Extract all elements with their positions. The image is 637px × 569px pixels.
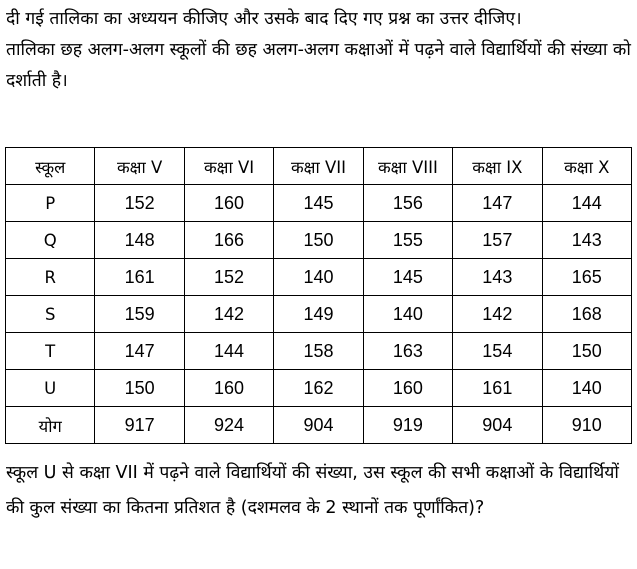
table-cell: 140 bbox=[363, 296, 452, 333]
table-cell: 160 bbox=[184, 185, 273, 222]
header-class-vi: कक्षा VI bbox=[184, 148, 273, 185]
table-cell: 160 bbox=[363, 370, 452, 407]
total-label: योग bbox=[6, 407, 95, 444]
table-cell: 162 bbox=[274, 370, 363, 407]
table-cell: 165 bbox=[542, 259, 631, 296]
table-cell: 155 bbox=[363, 222, 452, 259]
table-cell: 160 bbox=[184, 370, 273, 407]
table-cell: 154 bbox=[453, 333, 542, 370]
header-class-ix: कक्षा IX bbox=[453, 148, 542, 185]
table-cell: 142 bbox=[184, 296, 273, 333]
table-row bbox=[6, 222, 632, 259]
table-cell: 168 bbox=[542, 296, 631, 333]
table-cell: 143 bbox=[453, 259, 542, 296]
table-header-row bbox=[6, 148, 632, 185]
total-cell: 904 bbox=[274, 407, 363, 444]
row-label: U bbox=[6, 370, 95, 407]
table-description: तालिका छह अलग-अलग स्कूलों की छह अलग-अलग कक्षाओं में पढ़ने वाले विद्यार्थियों की संख्या को दर्शाती है। bbox=[6, 40, 631, 91]
header-class-v: कक्षा V bbox=[95, 148, 184, 185]
question-text: स्कूल U से कक्षा VII में पढ़ने वाले विद्यार्थियों की संख्या, उस स्कूल की सभी कक्षाओं के विद्यार्थियों की कुल संख्या का कितना प्रतिशत है (दशमलव के 2 स्थानों तक पूर्णांकित)? bbox=[6, 463, 619, 518]
table-cell: 147 bbox=[453, 185, 542, 222]
instruction-line: दी गई तालिका का अध्ययन कीजिए और उसके बाद दिए गए प्रश्न का उत्तर दीजिए। bbox=[6, 9, 522, 29]
table-row bbox=[6, 296, 632, 333]
table-cell: 144 bbox=[184, 333, 273, 370]
total-row bbox=[6, 407, 632, 444]
table-cell: 159 bbox=[95, 296, 184, 333]
table-cell: 150 bbox=[274, 222, 363, 259]
table-cell: 158 bbox=[274, 333, 363, 370]
table-cell: 150 bbox=[542, 333, 631, 370]
table-cell: 147 bbox=[95, 333, 184, 370]
row-label: P bbox=[6, 185, 95, 222]
table-cell: 166 bbox=[184, 222, 273, 259]
table-cell: 150 bbox=[95, 370, 184, 407]
total-cell: 904 bbox=[453, 407, 542, 444]
table-cell: 152 bbox=[95, 185, 184, 222]
total-cell: 919 bbox=[363, 407, 452, 444]
table-cell: 152 bbox=[184, 259, 273, 296]
table-row bbox=[6, 333, 632, 370]
header-class-viii: कक्षा VIII bbox=[363, 148, 452, 185]
table-cell: 149 bbox=[274, 296, 363, 333]
question bbox=[6, 456, 634, 526]
table-cell: 161 bbox=[453, 370, 542, 407]
header-class-x: कक्षा X bbox=[542, 148, 631, 185]
header-school: स्कूल bbox=[6, 148, 95, 185]
table-cell: 156 bbox=[363, 185, 452, 222]
total-cell: 917 bbox=[95, 407, 184, 444]
row-label: T bbox=[6, 333, 95, 370]
students-table bbox=[5, 147, 632, 444]
instructions bbox=[6, 4, 634, 97]
table-cell: 142 bbox=[453, 296, 542, 333]
table-cell: 163 bbox=[363, 333, 452, 370]
table-row bbox=[6, 370, 632, 407]
table-cell: 144 bbox=[542, 185, 631, 222]
table-cell: 145 bbox=[363, 259, 452, 296]
table-row bbox=[6, 259, 632, 296]
table-cell: 161 bbox=[95, 259, 184, 296]
row-label: R bbox=[6, 259, 95, 296]
table-cell: 140 bbox=[274, 259, 363, 296]
table-cell: 148 bbox=[95, 222, 184, 259]
row-label: Q bbox=[6, 222, 95, 259]
table-cell: 157 bbox=[453, 222, 542, 259]
table-row bbox=[6, 185, 632, 222]
table-cell: 140 bbox=[542, 370, 631, 407]
table-cell: 145 bbox=[274, 185, 363, 222]
total-cell: 910 bbox=[542, 407, 631, 444]
row-label: S bbox=[6, 296, 95, 333]
header-class-vii: कक्षा VII bbox=[274, 148, 363, 185]
total-cell: 924 bbox=[184, 407, 273, 444]
table-cell: 143 bbox=[542, 222, 631, 259]
